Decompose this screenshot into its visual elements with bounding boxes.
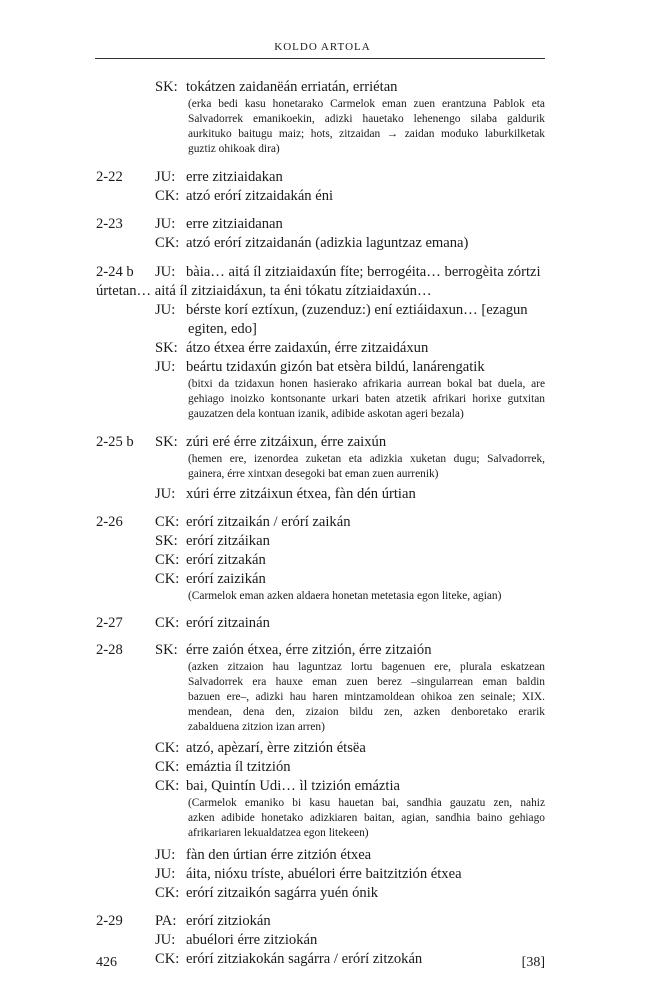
speaker-label: SK: <box>155 533 178 549</box>
speaker-label: CK: <box>155 235 180 251</box>
speaker-label: SK: <box>155 340 178 356</box>
entry-number: 2-22 <box>96 169 123 185</box>
speaker-label: JU: <box>155 486 176 502</box>
utterance-text: beártu tzidaxún gizón bat etsèra bildú, lanárengatik <box>186 359 485 375</box>
utterance-text: fàn den úrtian érre zitzión étxea <box>186 847 372 863</box>
utterance-text: atzó erórí zitzaidanán (adizkia laguntzaz emana) <box>186 235 469 251</box>
commentary-note: afrikariaren lekualdatzea egon litekeen) <box>188 827 369 839</box>
utterance-text: xúri érre zitzáixun étxea, fàn dén úrtian <box>186 486 416 502</box>
entry-number: 2-27 <box>96 615 123 631</box>
commentary-note: gauzatzen dela kontuan izanik, adibide askotan ageri bezala) <box>188 408 464 420</box>
running-header: KOLDO ARTOLA <box>274 41 371 53</box>
entry-number: 2-26 <box>96 514 123 530</box>
commentary-note: (azken zitzaion hau laguntzaz lortu bagenuen ere, plurala eskatzean <box>188 661 545 673</box>
utterance-text: áita, nióxu tríste, abuélori érre baitzitzión étxea <box>186 866 462 882</box>
commentary-note: (erka bedi kasu honetarako Carmelok eman zuen erantzuna Pablok eta <box>188 98 545 110</box>
utterance-text: erórí zitzaikón sagárra yuén ónik <box>186 885 379 901</box>
commentary-note: azken adibide honetako adizkiaren baitan, agian, sandhia baino gehiago <box>188 812 545 824</box>
commentary-note: gehiago inoizko kontsonante urkari baten atzetik afrikari horixe gutxitan <box>188 393 545 405</box>
speaker-label: SK: <box>155 79 178 95</box>
utterance-text: érre zaión étxea, érre zitzión, érre zitzaión <box>186 642 432 658</box>
speaker-label: JU: <box>155 264 176 280</box>
commentary-note: zabalduena zitzion izan arren) <box>188 721 325 733</box>
utterance-text: bai, Quintín Udi… ìl tzizión emáztia <box>186 778 400 794</box>
utterance-text: erórí zitziakokán sagárra / erórí zitzokán <box>186 951 423 967</box>
speaker-label: CK: <box>155 778 180 794</box>
entry-number: 2-29 <box>96 913 123 929</box>
utterance-text: bàia… aitá íl zitziaidaxún fíte; berrogéita… berrogèita zórtzi <box>186 264 541 280</box>
speaker-label: CK: <box>155 552 180 568</box>
entry-number: 2-24 b <box>96 264 134 280</box>
speaker-label: CK: <box>155 188 180 204</box>
utterance-text: zúri eré érre zitzáixun, érre zaixún <box>186 434 387 450</box>
speaker-label: CK: <box>155 740 180 756</box>
speaker-label: PA: <box>155 913 177 929</box>
speaker-label: CK: <box>155 514 180 530</box>
commentary-note: bazuen ere–, adizki hau haren mintzamoldean ohikoa zen seinale; XIX. <box>188 691 545 703</box>
speaker-label: JU: <box>155 866 176 882</box>
commentary-note: (Carmelok eman azken aldaera honetan metetasia egon liteke, agian) <box>188 590 502 602</box>
utterance-text: tokátzen zaidanëán erriatán, erriétan <box>186 79 398 95</box>
utterance-text: erórí zitziokán <box>186 913 271 929</box>
utterance-text: erórí zitzáikan <box>186 533 270 549</box>
utterance-text: erórí zitzainán <box>186 615 270 631</box>
commentary-note: mendean, dena den, zizaion bildu zen, azken denboretako erarik <box>188 706 545 718</box>
utterance-text: erórí zitzaikán / erórí zaikán <box>186 514 351 530</box>
entry-number: 2-23 <box>96 216 123 232</box>
entry-number: 2-28 <box>96 642 123 658</box>
commentary-note: (hemen ere, izenordea zuketan eta adizkia xuketan dugu; Salvadorrek, <box>188 453 545 465</box>
utterance-text: abuélori érre zitziokán <box>186 932 318 948</box>
speaker-label: SK: <box>155 642 178 658</box>
speaker-label: CK: <box>155 951 180 967</box>
commentary-note: (bitxi da tzidaxun honen hasierako afrikaria aurrean bokal bat duela, are <box>188 378 545 390</box>
commentary-note: Salvadorrek era hauxe eman zuen berez –singularrean eman baldin <box>188 676 545 688</box>
header-rule <box>95 58 545 59</box>
utterance-text: átzo étxea érre zaidaxún, érre zitzaidáxun <box>186 340 429 356</box>
utterance-continuation: úrtetan… aitá íl zitziaidáxun, ta éni tókatu zítziaidaxún… <box>96 283 432 299</box>
commentary-note: gainera, érre xintxan desegoki bat eman zuen aurrenik) <box>188 468 439 480</box>
utterance-text: atzó, apèzarí, èrre zitzión étsëa <box>186 740 366 756</box>
utterance-text: bérste korí eztíxun, (zuzenduz:) ení eztiáidaxun… [ezagun <box>186 302 528 318</box>
utterance-text: erórí zaizikán <box>186 571 266 587</box>
speaker-label: JU: <box>155 302 176 318</box>
utterance-continuation: egiten, edo] <box>188 321 257 337</box>
speaker-label: CK: <box>155 615 180 631</box>
commentary-note: aurkituko baitugu maiz; hots, zitzaidan → zaidan moduko laburkilketak <box>188 128 545 140</box>
speaker-label: JU: <box>155 932 176 948</box>
utterance-text: erre zitziaidakan <box>186 169 283 185</box>
speaker-label: CK: <box>155 885 180 901</box>
utterance-text: erre zitziaidanan <box>186 216 283 232</box>
speaker-label: CK: <box>155 571 180 587</box>
utterance-text: emáztia íl tzitzión <box>186 759 291 775</box>
speaker-label: JU: <box>155 169 176 185</box>
utterance-text: erórí zitzakán <box>186 552 266 568</box>
speaker-label: JU: <box>155 359 176 375</box>
commentary-note: (Carmelok emaniko bi kasu hauetan bai, sandhia gauzatu zen, nahiz <box>188 797 545 809</box>
page-number: 426 <box>96 955 117 970</box>
speaker-label: CK: <box>155 759 180 775</box>
speaker-label: SK: <box>155 434 178 450</box>
speaker-label: JU: <box>155 216 176 232</box>
commentary-note: Salvadorrek emanikoekin, adizki hauetako lehenengo silaba galdurik <box>188 113 545 125</box>
bracket-number: [38] <box>521 955 545 970</box>
utterance-text: atzó erórí zitzaidakán éni <box>186 188 334 204</box>
entry-number: 2-25 b <box>96 434 134 450</box>
commentary-note: guztiz ohikoak dira) <box>188 143 280 155</box>
speaker-label: JU: <box>155 847 176 863</box>
